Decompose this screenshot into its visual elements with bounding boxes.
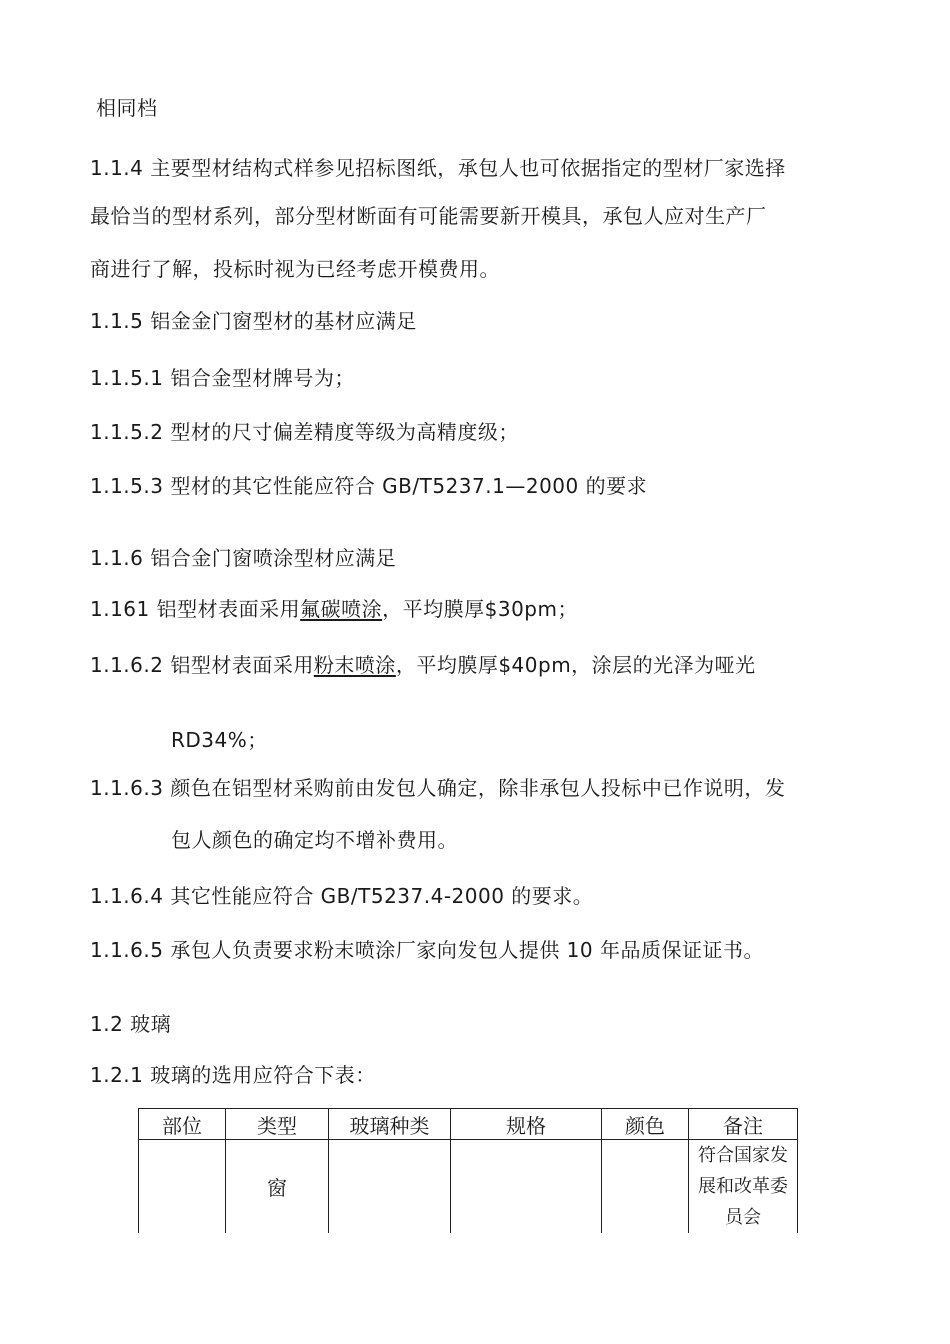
glass-selection-table — [138, 1108, 798, 1233]
cell-remarks — [689, 1140, 798, 1234]
remarks-line-3: 员会 — [725, 1207, 761, 1228]
clause-1-1-5-2: 1.1.5.2 型材的尺寸偏差精度等级为高精度级； — [90, 420, 519, 444]
clause-1-1-6-2-prefix: 1.1.6.2 铝型材表面采用 — [90, 653, 314, 677]
remarks-line-1: 符合国家发 — [698, 1145, 788, 1166]
clause-1-1-6-1-prefix: 1.161 铝型材表面采用 — [90, 597, 301, 621]
clause-1-1-5-1: 1.1.5.1 铝合金型材牌号为； — [90, 366, 355, 390]
clause-1-1-5-heading: 1.1.5 铝金金门窗型材的基材应满足 — [90, 309, 417, 333]
header-glass-kind: 玻璃种类 — [329, 1109, 451, 1140]
header-remarks: 备注 — [689, 1109, 798, 1140]
clause-1-1-6-3-line-1: 1.1.6.3 颜色在铝型材采购前由发包人确定，除非承包人投标中已作说明，发 — [90, 776, 786, 800]
clause-1-1-6-2-underlined: 粉末喷涂 — [313, 653, 396, 677]
continuation-text: 相同档 — [96, 96, 158, 120]
clause-1-1-6-1-suffix: ，平均膜厚$30pm； — [382, 597, 578, 621]
clause-1-1-6-2 — [90, 651, 756, 679]
section-1-2-heading: 1.2 玻璃 — [90, 1012, 172, 1036]
header-spec: 规格 — [451, 1109, 602, 1140]
clause-1-1-4-line-3: 商进行了解，投标时视为已经考虑开模费用。 — [90, 257, 500, 281]
clause-1-1-6-5: 1.1.6.5 承包人负责要求粉末喷涂厂家向发包人提供 10 年品质保证证书。 — [90, 938, 764, 962]
clause-1-1-5-3: 1.1.5.3 型材的其它性能应符合 GB/T5237.1—2000 的要求 — [90, 474, 648, 498]
header-color: 颜色 — [602, 1109, 689, 1140]
remarks-line-2: 展和改革委 — [698, 1176, 788, 1197]
cell-position — [139, 1140, 226, 1234]
clause-1-2-1: 1.2.1 玻璃的选用应符合下表： — [90, 1063, 376, 1087]
header-type: 类型 — [226, 1109, 329, 1140]
clause-1-1-6-heading: 1.1.6 铝合金门窗喷涂型材应满足 — [90, 546, 397, 570]
clause-1-1-6-3-line-2: 包人颜色的确定均不增补费用。 — [171, 828, 458, 852]
cell-type: 窗 — [226, 1140, 329, 1234]
cell-glass-kind — [329, 1140, 451, 1234]
clause-1-1-4-line-1: 1.1.4 主要型材结构式样参见招标图纸，承包人也可依据指定的型材厂家选择 — [90, 156, 786, 180]
table-row — [139, 1140, 798, 1234]
clause-1-1-6-1-underlined: 氟碳喷涂 — [300, 597, 383, 621]
cell-color — [602, 1140, 689, 1234]
clause-1-1-6-2-suffix: ，平均膜厚$40pm，涂层的光泽为哑光 — [395, 653, 756, 677]
header-position: 部位 — [139, 1109, 226, 1140]
cell-spec — [451, 1140, 602, 1234]
clause-1-1-6-2-continuation: RD34%； — [171, 728, 268, 752]
clause-1-1-6-1 — [90, 595, 578, 623]
table-header-row — [139, 1109, 798, 1140]
clause-1-1-4-line-2: 最恰当的型材系列，部分型材断面有可能需要新开模具，承包人应对生产厂 — [90, 204, 767, 228]
clause-1-1-6-4: 1.1.6.4 其它性能应符合 GB/T5237.4-2000 的要求。 — [90, 884, 594, 908]
